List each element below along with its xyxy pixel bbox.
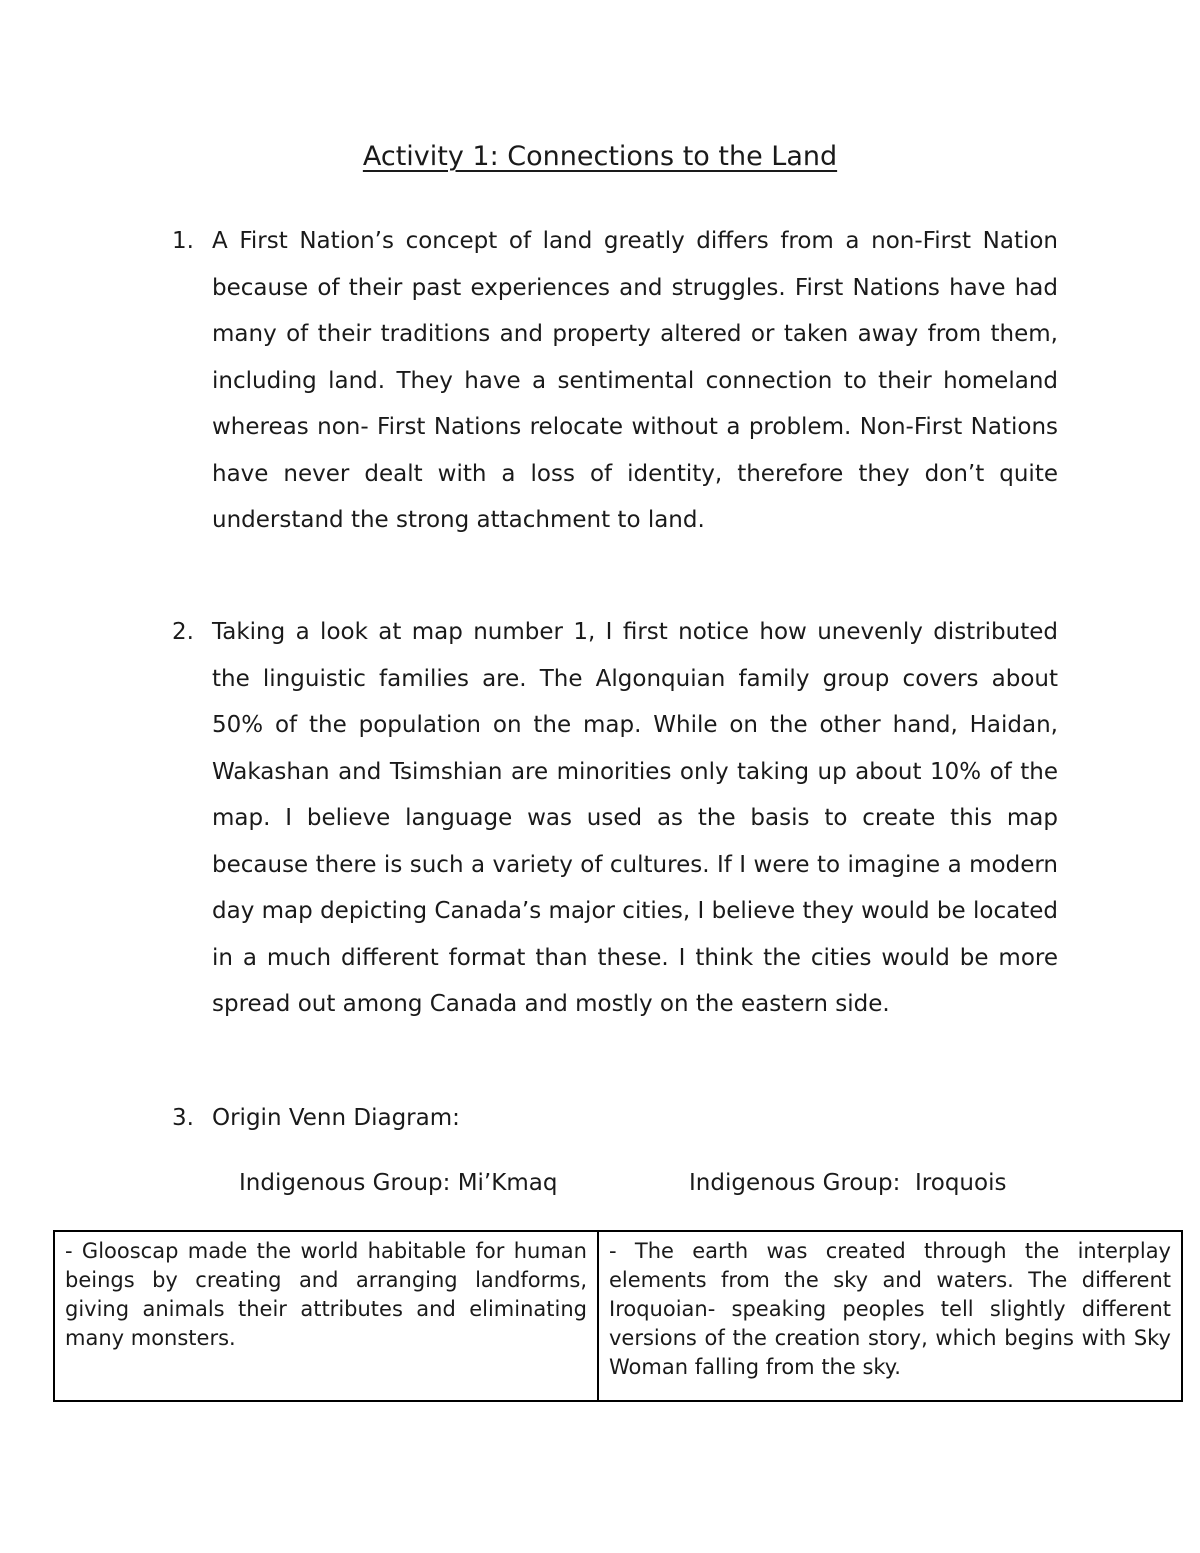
venn-left-heading: Indigenous Group: Mi’Kmaq <box>239 1170 558 1196</box>
list-item-number: 2. <box>172 619 194 645</box>
page-title: Activity 1: Connections to the Land <box>362 141 838 172</box>
venn-left-cell: - Glooscap made the world habitable for human beings by creating and arranging landforms, giving animals their attributes and eliminating many monsters. <box>55 1232 599 1400</box>
venn-right-heading: Indigenous Group: Iroquois <box>689 1170 1007 1196</box>
list-item-text: A First Nation’s concept of land greatly differs from a non-First Nation because of their past experiences and struggles. First Nations have had many of their traditions and property altered or taken away from them, including land. They have a sentimental connection to their homeland whereas non- First Nations relocate without a problem. Non-First Nations have never dealt with a loss of identity, therefore they don’t quite understand the strong attachment to land. <box>212 228 1058 533</box>
venn-table <box>53 1230 1183 1402</box>
list-item-number: 3. <box>172 1105 194 1131</box>
list-item-number: 1. <box>172 228 194 254</box>
list-item <box>172 1095 1058 1142</box>
list-item-text: Taking a look at map number 1, I first notice how unevenly distributed the linguistic families are. The Algonquian family group covers about 50% of the population on the map. While on the other hand, Haidan, Wakashan and Tsimshian are minorities only taking up about 10% of the map. I believe language was used as the basis to create this map because there is such a variety of cultures. If I were to imagine a modern day map depicting Canada’s major cities, I believe they would be located in a much different format than these. I think the cities would be more spread out among Canada and mostly on the eastern side. <box>212 619 1058 1017</box>
venn-right-cell: - The earth was created through the interplay elements from the sky and waters. The different Iroquoian- speaking peoples tell slightly different versions of the creation story, which begins with Sky Woman falling from the sky. <box>609 1239 1171 1379</box>
list-item-text: Origin Venn Diagram: <box>212 1105 460 1131</box>
list-item <box>172 218 1058 544</box>
list-item <box>172 609 1058 1028</box>
